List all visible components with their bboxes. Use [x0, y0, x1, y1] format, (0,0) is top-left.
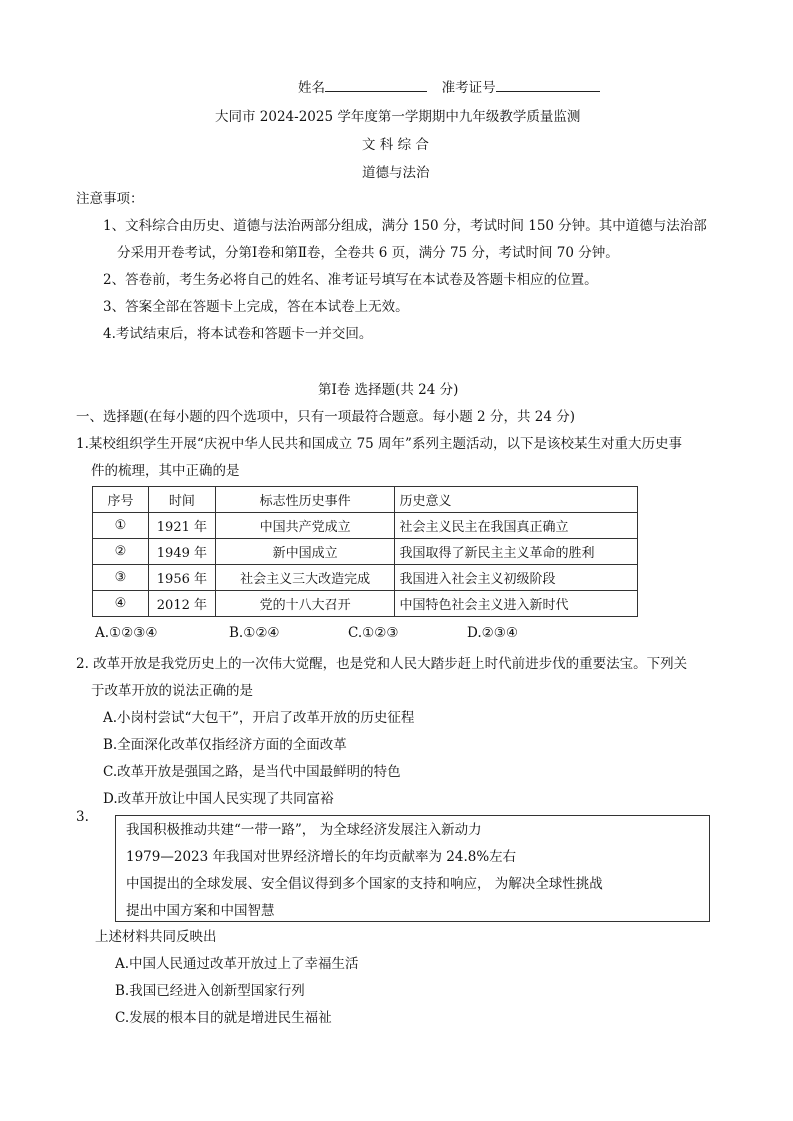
q2-option-b: B.全面深化改革仅指经济方面的全面改革 — [103, 737, 347, 753]
material-line: 中国提出的全球发展、安全倡议得到多个国家的支持和响应， 为解决全球性挑战 — [126, 876, 603, 892]
table-cell: 中国特色社会主义进入新时代 — [395, 591, 638, 617]
table-row — [93, 539, 638, 565]
q3-stem: 上述材料共同反映出 — [95, 929, 217, 945]
notice-item: 3、答案全部在答题卡上完成，答在本试卷上无效。 — [103, 299, 409, 315]
exam-no-label: 准考证号 — [441, 80, 496, 96]
history-events-table — [92, 486, 638, 617]
table-cell: ① — [93, 513, 149, 539]
q1-option-a: A.①②③④ — [95, 625, 158, 641]
exam-title: 大同市 2024-2025 学年度第一学期期中九年级教学质量监测 — [215, 109, 581, 125]
name-blank — [325, 77, 427, 92]
subject-title: 文 科 综 合 — [362, 137, 429, 153]
material-line: 1979—2023 年我国对世界经济增长的年均贡献率为 24.8%左右 — [126, 849, 517, 865]
table-cell: 党的十八大召开 — [215, 591, 395, 617]
q3-material-box — [115, 815, 710, 922]
q3-option-a: A.中国人民通过改革开放过上了幸福生活 — [115, 956, 359, 972]
table-cell: 2012 年 — [148, 591, 215, 617]
table-header: 标志性历史事件 — [215, 487, 395, 513]
table-cell: 1956 年 — [148, 565, 215, 591]
table-cell: 新中国成立 — [215, 539, 395, 565]
notice-heading: 注意事项： — [76, 191, 144, 207]
q3-option-c: C.发展的根本目的就是增进民生福祉 — [115, 1010, 332, 1026]
table-cell: 中国共产党成立 — [215, 513, 395, 539]
notice-item: 1、文科综合由历史、道德与法治两部分组成，满分 150 分，考试时间 150 分钟。其中道德与法治部 — [103, 218, 707, 234]
section-instructions: 一、选择题(在每小题的四个选项中，只有一项最符合题意。每小题 2 分，共 24 分) — [76, 409, 575, 425]
q1-option-b: B.①②④ — [229, 625, 280, 641]
table-row — [93, 565, 638, 591]
table-cell: 我国进入社会主义初级阶段 — [395, 565, 638, 591]
q3-number: 3. — [76, 809, 89, 825]
table-row — [93, 513, 638, 539]
q2-stem-cont: 于改革开放的说法正确的是 — [91, 683, 253, 699]
table-cell: ② — [93, 539, 149, 565]
table-cell: 社会主义三大改造完成 — [215, 565, 395, 591]
q1-stem-cont: 件的梳理，其中正确的是 — [91, 463, 240, 479]
table-cell: 1921 年 — [148, 513, 215, 539]
table-cell: ③ — [93, 565, 149, 591]
table-cell: 社会主义民主在我国真正确立 — [395, 513, 638, 539]
table-header: 时间 — [148, 487, 215, 513]
table-cell: 我国取得了新民主主义革命的胜利 — [395, 539, 638, 565]
q2-option-a: A.小岗村尝试“大包干”，开启了改革开放的历史征程 — [103, 710, 415, 726]
q3-option-b: B.我国已经进入创新型国家行列 — [115, 983, 305, 999]
table-header: 序号 — [93, 487, 149, 513]
q2-stem: 2. 改革开放是我党历史上的一次伟大觉醒，也是党和人民大踏步赶上时代前进步伐的重要法宝。下列关 — [76, 656, 688, 672]
exam-no-blank — [496, 77, 600, 92]
name-field — [298, 76, 600, 96]
notice-item: 4.考试结束后，将本试卷和答题卡一并交回。 — [103, 326, 373, 342]
table-row — [93, 591, 638, 617]
q2-option-d: D.改革开放让中国人民实现了共同富裕 — [103, 791, 334, 807]
material-line: 我国积极推动共建“一带一路”， 为全球经济发展注入新动力 — [126, 822, 482, 838]
q1-option-c: C.①②③ — [348, 625, 399, 641]
notice-item: 分采用开卷考试，分第Ⅰ卷和第Ⅱ卷，全卷共 6 页，满分 75 分，考试时间 70 分钟。 — [117, 245, 619, 261]
name-label: 姓名 — [298, 80, 325, 96]
section-title: 第Ⅰ卷 选择题(共 24 分) — [318, 382, 459, 398]
material-line: 提出中国方案和中国智慧 — [126, 903, 275, 919]
q1-stem: 1.某校组织学生开展“庆祝中华人民共和国成立 75 周年”系列主题活动，以下是该校某生对重大历史事 — [76, 436, 682, 452]
notice-item: 2、答卷前，考生务必将自己的姓名、准考证号填写在本试卷及答题卡相应的位置。 — [103, 272, 598, 288]
table-cell: ④ — [93, 591, 149, 617]
table-header: 历史意义 — [395, 487, 638, 513]
q2-option-c: C.改革开放是强国之路，是当代中国最鲜明的特色 — [103, 764, 401, 780]
part-title: 道德与法治 — [362, 165, 430, 181]
table-cell: 1949 年 — [148, 539, 215, 565]
table-header-row — [93, 487, 638, 513]
q1-option-d: D.②③④ — [467, 625, 518, 641]
